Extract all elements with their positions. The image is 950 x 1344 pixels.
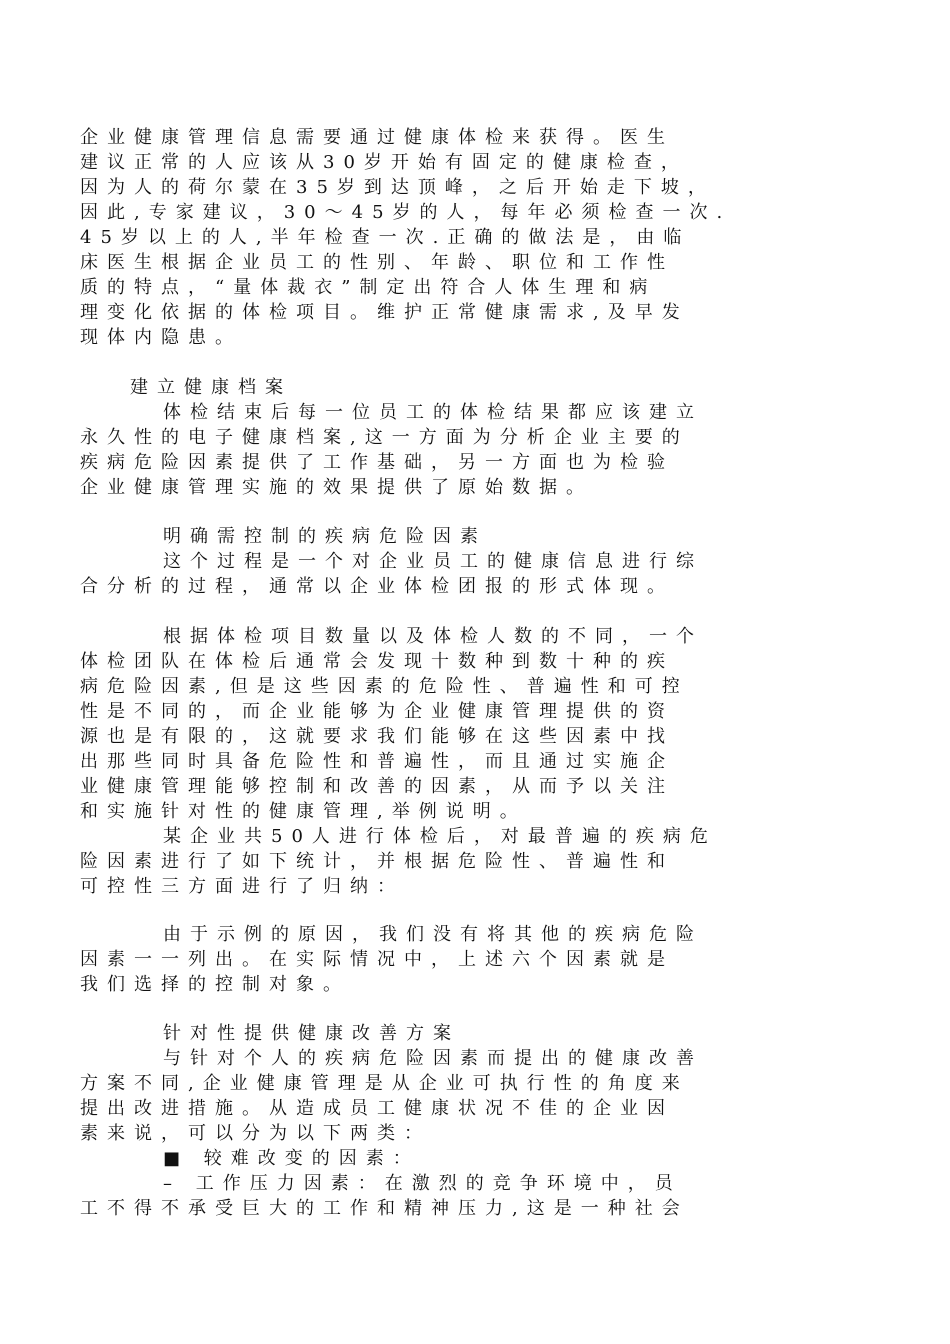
section-heading: 明确需控制的疾病危险因素 — [163, 526, 487, 547]
text-line: 理变化依据的体检项目。维护正常健康需求,及早发 — [80, 302, 689, 323]
section-heading: 建立健康档案 — [130, 377, 292, 398]
text-line: 质的特点，“量体裁衣”制定出符合人体生理和病 — [80, 277, 657, 298]
text-line: 和实施针对性的健康管理,举例说明。 — [80, 801, 527, 822]
text-line: 工不得不承受巨大的工作和精神压力,这是一种社会 — [80, 1198, 689, 1219]
text-line: 方案不同,企业健康管理是从企业可执行性的角度来 — [80, 1073, 689, 1094]
text-line: 体检结束后每一位员工的体检结果都应该建立 — [163, 402, 703, 423]
text-line: 素来说，可以分为以下两类： — [80, 1123, 431, 1144]
text-line: 病危险因素,但是这些因素的危险性、普遍性和可控 — [80, 676, 689, 697]
text-line: 因此,专家建议，30～45岁的人，每年必须检查一次. — [80, 202, 732, 223]
dash-item: – 工作压力因素：在激烈的竞争环境中，员 — [163, 1173, 682, 1194]
text-line: 提出改进措施。从造成员工健康状况不佳的企业因 — [80, 1098, 674, 1119]
text-line: 性是不同的，而企业能够为企业健康管理提供的资 — [80, 701, 674, 722]
bullet-item: ■ 较难改变的因素： — [163, 1148, 420, 1169]
text-line: 可控性三方面进行了归纳： — [80, 876, 404, 897]
text-line: 因为人的荷尔蒙在35岁到达顶峰，之后开始走下坡， — [80, 177, 715, 198]
text-line: 我们选择的控制对象。 — [80, 974, 350, 995]
text-line: 床医生根据企业员工的性别、年龄、职位和工作性 — [80, 252, 674, 273]
text-line: 业健康管理能够控制和改善的因素，从而予以关注 — [80, 776, 674, 797]
text-line: 企业健康管理实施的效果提供了原始数据。 — [80, 477, 593, 498]
text-line: 体检团队在体检后通常会发现十数种到数十种的疾 — [80, 651, 674, 672]
text-line: 永久性的电子健康档案,这一方面为分析企业主要的 — [80, 427, 689, 448]
text-line: 现体内隐患。 — [80, 327, 242, 348]
text-line: 45岁以上的人,半年检查一次.正确的做法是，由临 — [80, 227, 691, 248]
section-heading: 针对性提供健康改善方案 — [163, 1023, 460, 1044]
text-line: 企业健康管理信息需要通过健康体检来获得。医生 — [80, 127, 674, 148]
text-line: 某企业共50人进行体检后，对最普遍的疾病危 — [163, 826, 717, 847]
text-line: 这个过程是一个对企业员工的健康信息进行综 — [163, 551, 703, 572]
text-line: 疾病危险因素提供了工作基础，另一方面也为检验 — [80, 452, 674, 473]
text-line: 根据体检项目数量以及体检人数的不同，一个 — [163, 626, 703, 647]
text-line: 出那些同时具备危险性和普遍性，而且通过实施企 — [80, 751, 674, 772]
text-line: 建议正常的人应该从30岁开始有固定的健康检查， — [80, 152, 688, 173]
text-line: 险因素进行了如下统计，并根据危险性、普遍性和 — [80, 851, 674, 872]
text-line: 因素一一列出。在实际情况中，上述六个因素就是 — [80, 949, 674, 970]
text-line: 由于示例的原因，我们没有将其他的疾病危险 — [163, 924, 703, 945]
text-line: 与针对个人的疾病危险因素而提出的健康改善 — [163, 1048, 703, 1069]
text-line: 合分析的过程，通常以企业体检团报的形式体现。 — [80, 576, 674, 597]
text-line: 源也是有限的，这就要求我们能够在这些因素中找 — [80, 726, 674, 747]
